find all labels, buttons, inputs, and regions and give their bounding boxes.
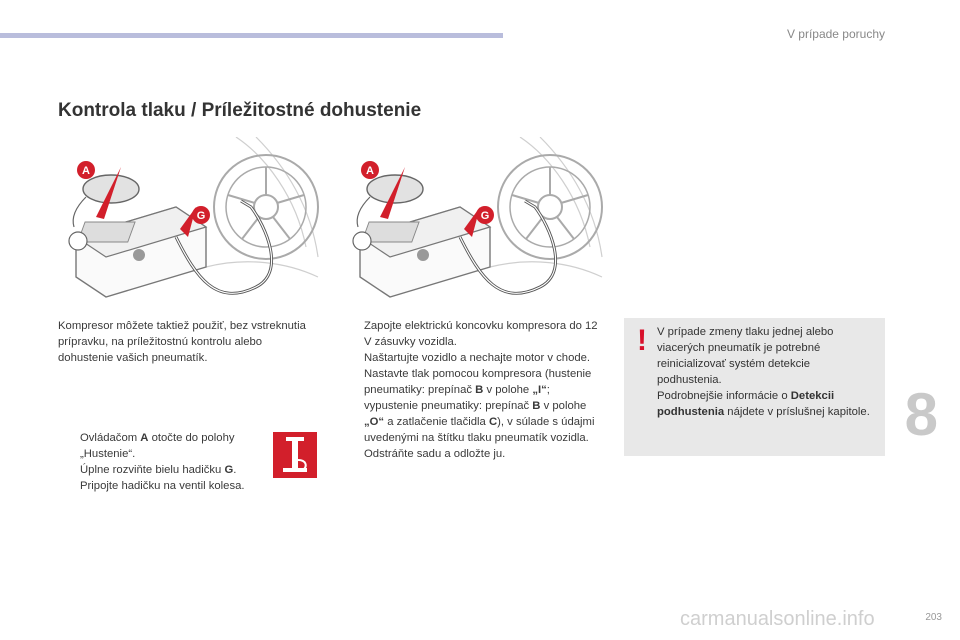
header-bar (0, 33, 503, 38)
pump-icon (273, 432, 317, 478)
chapter-number: 8 (904, 381, 938, 448)
watermark: carmanualsonline.info (680, 608, 875, 630)
steps-list-1 (58, 430, 268, 494)
warning-text: V prípade zmeny tlaku jednej alebo viacerých pneumatík je potrebné reinicializovať systém detekcie podhustenia. Podrobnejšie informácie o Detekcii podhustenia nájdete v príslušnej kapitole. (657, 326, 870, 418)
warning-box (624, 318, 885, 456)
label-g: G (196, 210, 206, 222)
label-g: G (480, 210, 490, 222)
warning-icon: ! (637, 324, 647, 357)
label-a: A (82, 165, 90, 177)
page-title: Kontrola tlaku / Príležitostné dohustenie (58, 100, 422, 121)
label-a: A (366, 165, 374, 177)
page-number: 203 (925, 612, 942, 623)
steps-list-2 (342, 318, 604, 462)
list-item: Zapojte elektrickú koncovku kompresora do 12 V zásuvky vozidla. (364, 320, 598, 348)
list-item: Nastavte tlak pomocou kompresora (hustenie pneumatiky: prepínač B v polohe „I“; vypustenie pneumatiky: prepínač B v polohe „O“ a zatlačenie tlačidla C), v súlade s údajmi uvedenými na štítku tlaku pneumatík vozidla. (364, 368, 595, 444)
list-item: Pripojte hadičku na ventil kolesa. (80, 480, 245, 492)
list-item: Naštartujte vozidlo a nechajte motor v chode. (364, 352, 591, 364)
compressor-illustration-1 (56, 137, 320, 307)
list-item: Odstráňte sadu a odložte ju. (364, 448, 506, 460)
list-item: Ovládačom A otočte do polohy „Hustenie“. (80, 432, 235, 460)
intro-paragraph: Kompresor môžete taktiež použiť, bez vstreknutia prípravku, na príležitostnú kontrolu alebo dohustenie vašich pneumatík. (58, 320, 306, 364)
section-title: V prípade poruchy (786, 27, 885, 41)
compressor-illustration-2 (340, 137, 604, 307)
list-item: Úplne rozviňte bielu hadičku G. (80, 464, 237, 476)
